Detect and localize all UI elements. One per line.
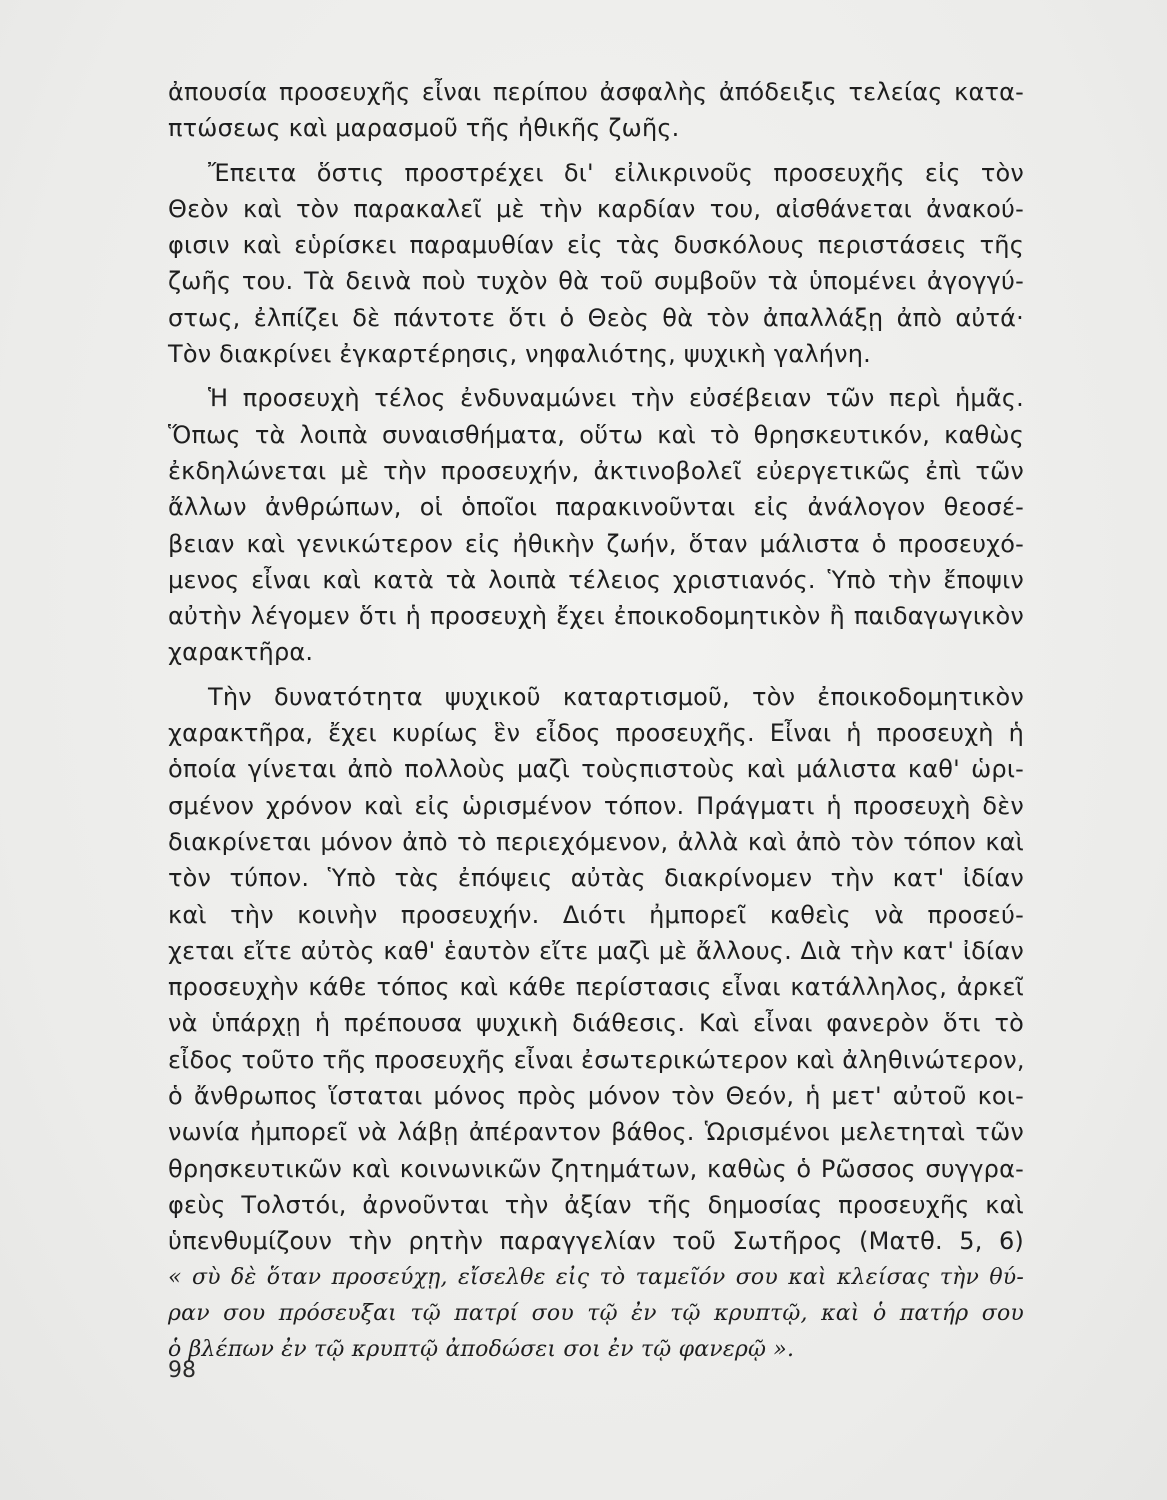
text-line: νωνία ἠμπορεῖ νὰ λάβῃ ἀπέραντον βάθος. Ὡρισμένοι μελετηταὶ τῶν: [168, 1118, 1024, 1147]
text-line: Ἔπειτα ὅστις προστρέχει δι' εἰλικρινοῦς προσευχῆς εἰς τὸν: [208, 158, 1024, 187]
text-line: βειαν καὶ γενικώτερον εἰς ἠθικὴν ζωήν, ὅταν μάλιστα ὁ προσευχό-: [168, 529, 1024, 558]
text-line: Ἡ προσευχὴ τέλος ἐνδυναμώνει τὴν εὐσέβειαν τῶν περὶ ἡμᾶς.: [208, 384, 1024, 413]
text-line: τὸν τύπον. Ὑπὸ τὰς ἐπόψεις αὐτὰς διακρίνομεν τὴν κατ' ἰδίαν: [168, 864, 1024, 893]
text-line: ὁ ἄνθρωπος ἵσταται μόνος πρὸς μόνον τὸν Θεόν, ἡ μετ' αὐτοῦ κοι-: [168, 1082, 1024, 1111]
text-line: χαρακτῆρα.: [168, 638, 314, 667]
text-line: αὐτὴν λέγομεν ὅτι ἡ προσευχὴ ἔχει ἐποικοδομητικὸν ἢ παιδαγωγικὸν: [168, 602, 1024, 631]
text-line: νὰ ὑπάρχῃ ἡ πρέπουσα ψυχικὴ διάθεσις. Καὶ εἶναι φανερὸν ὅτι τὸ: [168, 1009, 1024, 1038]
text-line: ζωῆς του. Τὰ δεινὰ ποὺ τυχὸν θὰ τοῦ συμβοῦν τὰ ὑπομένει ἀγογγύ-: [168, 267, 1024, 296]
text-line: διακρίνεται μόνον ἀπὸ τὸ περιεχόμενον, ἀλλὰ καὶ ἀπὸ τὸν τόπον καὶ: [168, 827, 1024, 856]
body-text: [168, 74, 1024, 1368]
text-line: καὶ τὴν κοινὴν προσευχήν. Διότι ἠμπορεῖ καθεὶς νὰ προσεύ-: [168, 900, 1024, 929]
text-line: εἶδος τοῦτο τῆς προσευχῆς εἶναι ἐσωτερικώτερον καὶ ἀληθινώτερον,: [168, 1045, 1025, 1074]
quote-line: ὁ βλέπων ἐν τῷ κρυπτῷ ἀποδώσει σοι ἐν τῷ φανερῷ ».: [168, 1337, 795, 1363]
page-number: 98: [168, 1358, 196, 1383]
text-line: Τὴν δυνατότητα ψυχικοῦ καταρτισμοῦ, τὸν ἐποικοδομητικὸν: [208, 682, 1024, 711]
paragraph-gap: [168, 671, 1024, 679]
quote-line: « σὺ δὲ ὅταν προσεύχῃ, εἴσελθε εἰς τὸ ταμεῖόν σου καὶ κλείσας τὴν θύ-: [168, 1264, 1024, 1290]
text-line: χεται εἴτε αὐτὸς καθ' ἑαυτὸν εἴτε μαζὶ μὲ ἄλλους. Διὰ τὴν κατ' ἰδίαν: [168, 936, 1024, 965]
text-line: ἀπουσία προσευχῆς εἶναι περίπου ἀσφαλὴς ἀπόδειξις τελείας κατα-: [168, 78, 1024, 106]
text-line: σμένον χρόνον καὶ εἰς ὡρισμένον τόπον. Πράγματι ἡ προσευχὴ δὲν: [168, 791, 1024, 820]
text-line: ἐκδηλώνεται μὲ τὴν προσευχήν, ἀκτινοβολεῖ εὐεργετικῶς ἐπὶ τῶν: [168, 456, 1024, 485]
text-line: μενος εἶναι καὶ κατὰ τὰ λοιπὰ τέλειος χριστιανός. Ὑπὸ τὴν ἔποψιν: [168, 565, 1024, 594]
text-line: Θεὸν καὶ τὸν παρακαλεῖ μὲ τὴν καρδίαν του, αἰσθάνεται ἀνακού-: [168, 194, 1024, 223]
text-line: στως, ἐλπίζει δὲ πάντοτε ὅτι ὁ Θεὸς θὰ τὸν ἀπαλλάξῃ ἀπὸ αὐτά·: [168, 303, 1024, 332]
text-line: ὁποία γίνεται ἀπὸ πολλοὺς μαζὶ τοὺςπιστοὺς καὶ μάλιστα καθ' ὡρι-: [168, 755, 1024, 784]
paragraph-gap: [168, 147, 1024, 155]
text-line: Ὅπως τὰ λοιπὰ συναισθήματα, οὕτω καὶ τὸ θρησκευτικόν, καθὼς: [168, 420, 1024, 449]
paragraph-gap: [168, 372, 1024, 380]
text-line: προσευχὴν κάθε τόπος καὶ κάθε περίστασις εἶναι κατάλληλος, ἀρκεῖ: [168, 973, 1024, 1002]
text-line: ἄλλων ἀνθρώπων, οἱ ὁποῖοι παρακινοῦνται εἰς ἀνάλογον θεοσέ-: [168, 493, 1024, 522]
text-line: ὑπενθυμίζουν τὴν ρητὴν παραγγελίαν τοῦ Σωτῆρος (Ματθ. 5, 6): [168, 1227, 1024, 1256]
quote-line: ραν σου πρόσευξαι τῷ πατρί σου τῷ ἐν τῷ κρυπτῷ, καὶ ὁ πατήρ σου: [168, 1300, 1024, 1326]
text-line: Τὸν διακρίνει ἐγκαρτέρησις, νηφαλιότης, ψυχικὴ γαλήνη.: [168, 340, 872, 369]
text-line: φισιν καὶ εὑρίσκει παραμυθίαν εἰς τὰς δυσκόλους περιστάσεις τῆς: [168, 231, 1024, 260]
text-line: θρησκευτικῶν καὶ κοινωνικῶν ζητημάτων, καθὼς ὁ Ρῶσσος συγγρα-: [168, 1154, 1024, 1183]
text-line: φεὺς Τολστόι, ἀρνοῦνται τὴν ἀξίαν τῆς δημοσίας προσευχῆς καὶ: [168, 1190, 1024, 1219]
text-line: πτώσεως καὶ μαρασμοῦ τῆς ἠθικῆς ζωῆς.: [168, 114, 680, 143]
text-line: χαρακτῆρα, ἔχει κυρίως ἓν εἶδος προσευχῆς. Εἶναι ἡ προσευχὴ ἡ: [168, 719, 1024, 748]
